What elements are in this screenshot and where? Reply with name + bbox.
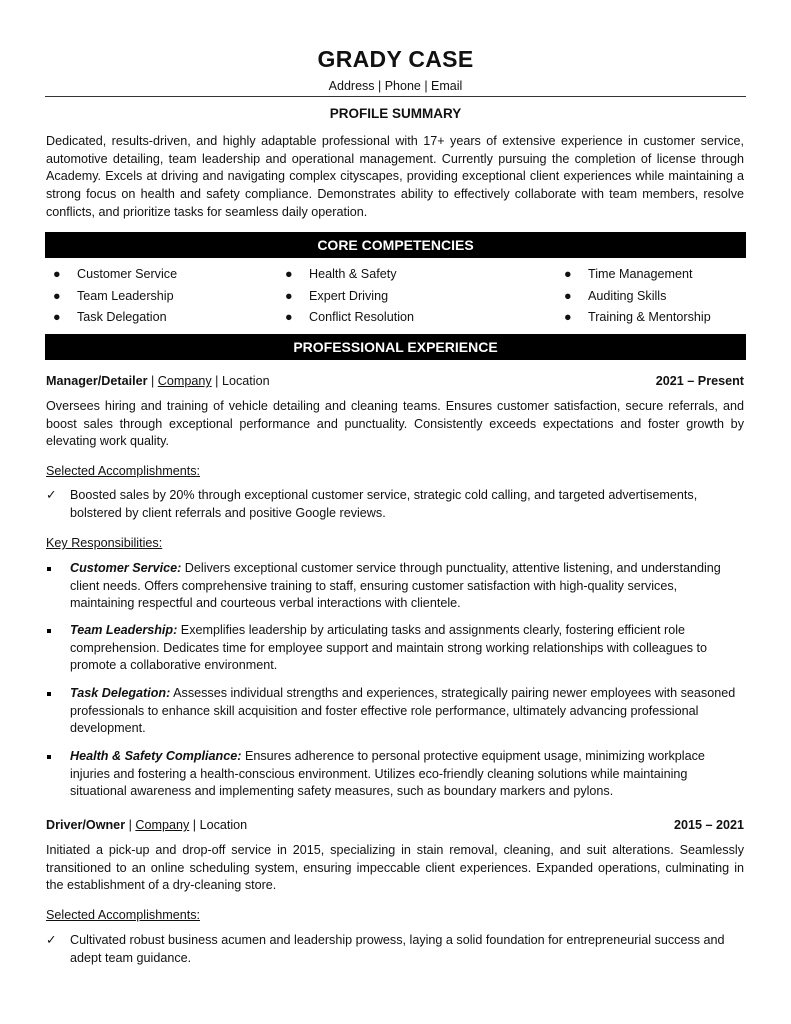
bullet-icon: ● (564, 310, 572, 324)
square-bullet-icon (47, 629, 51, 633)
competency-item: ● Team Leadership (53, 288, 174, 303)
competency-item: ● Customer Service (53, 267, 178, 281)
company-name: Company (135, 818, 190, 832)
competency-item: ● Expert Driving (285, 288, 389, 303)
competency-item: ● Conflict Resolution (285, 310, 414, 324)
bullet-icon: ● (564, 267, 572, 281)
competencies-column-2 (285, 265, 414, 330)
bullet-icon: ● (53, 267, 61, 281)
responsibility-item: Customer Service: Delivers exceptional customer service through punctuality, attentive listening, and understanding client needs. Offers comprehensive training to staff, ensuring customer satisfaction with high-quality services, maintaining respectful and courteous verbal interactions with clientele. (46, 560, 744, 613)
professional-experience-heading: PROFESSIONAL EXPERIENCE (45, 334, 746, 360)
contact-line: Address | Phone | Email (328, 79, 463, 93)
job-location: Location (199, 818, 248, 832)
bullet-icon: ● (564, 288, 572, 303)
square-bullet-icon (47, 567, 51, 571)
job-summary: Initiated a pick-up and drop-off service in 2015, specializing in stain removal, cleaning, and suit alterations. Seamlessly transitioned to an online scheduling system, ensuring impeccable client experiences. Expanded operations, culminating in the establishment of a dry-cleaning store. (46, 843, 744, 893)
core-competencies-heading: CORE COMPETENCIES (45, 232, 746, 258)
accomplishments-label: Selected Accomplishments: (46, 908, 200, 922)
bullet-icon: ● (285, 267, 293, 281)
bullet-icon: ● (285, 288, 293, 303)
bullet-icon: ● (53, 310, 61, 324)
accomplishments-label: Selected Accomplishments: (46, 464, 200, 478)
competency-item: ● Task Delegation (53, 310, 167, 324)
job-title: Manager/Detailer (46, 374, 148, 388)
responsibilities-label: Key Responsibilities: (46, 536, 163, 550)
company-name: Company (157, 374, 212, 388)
checkmark-icon: ✓ (46, 933, 57, 947)
job-dates: 2015 – 2021 (673, 818, 744, 832)
checkmark-icon: ✓ (46, 488, 57, 502)
competency-item: ● Time Management (564, 267, 693, 281)
responsibility-item: Task Delegation: Assesses individual strengths and experiences, strategically pairing newer employees with seasoned professionals to enhance skill acquisition and foster effective role performance, ultimately advancing professional development. (46, 685, 744, 738)
competency-item: ● Training & Mentorship (564, 310, 711, 324)
job-dates: 2021 – Present (655, 374, 744, 388)
bullet-icon: ● (53, 288, 61, 303)
square-bullet-icon (47, 755, 51, 759)
square-bullet-icon (47, 692, 51, 696)
responsibility-item: Health & Safety Compliance: Ensures adherence to personal protective equipment usage, minimizing workplace injuries and fostering a health-conscious environment. Utilizes eco-friendly cleaning solutions while maintaining situational awareness and implementing safety measures, such as boundary markers and pylons. (46, 748, 744, 801)
competencies-column-1 (53, 265, 177, 330)
responsibility-item: Team Leadership: Exemplifies leadership by articulating tasks and assignments clearly, fostering efficient role comprehension. Dedicates time for employee support and maintain strong working relationships with colleagues to promote a collaborative environment. (46, 622, 744, 675)
job-header: Driver/Owner | Company | Location 2015 – 2021 (46, 818, 744, 832)
accomplishment-item: ✓ Boosted sales by 20% through exceptional customer service, strategic cold calling, and targeted advertisements, bolstered by client referrals and positive Google reviews. (46, 488, 698, 520)
profile-summary-text: Dedicated, results-driven, and highly adaptable professional with 17+ years of extensive experience in customer service, automotive detailing, team leadership and operational management. Currently pursuing the completion of license through Academy. Excels at driving and navigating complex cityscapes, providing exceptional client experiences while maintaining a strong focus on health and safety compliance. Demonstrates ability to effectively collaborate with team members, resolve conflicts, and prioritize tasks for seamless daily operation. (46, 134, 744, 219)
job-title: Driver/Owner (46, 818, 126, 832)
job-header: Manager/Detailer | Company | Location 2021 – Present (46, 374, 744, 388)
job-location: Location (221, 374, 270, 388)
competency-item: ● Auditing Skills (564, 288, 667, 303)
candidate-name: GRADY CASE (317, 46, 474, 72)
job-summary: Oversees hiring and training of vehicle detailing and cleaning teams. Ensures customer satisfaction, secure referrals, and boost sales through exceptional performance and punctuality. Consistently exceeds expectations and foster growth by elevating work quality. (46, 399, 744, 449)
profile-summary-heading: PROFILE SUMMARY (329, 106, 462, 121)
header-divider (45, 96, 746, 97)
bullet-icon: ● (285, 310, 293, 324)
competencies-column-3 (564, 265, 711, 330)
competency-item: ● Health & Safety (285, 267, 397, 281)
accomplishment-item: ✓ Cultivated robust business acumen and leadership prowess, laying a solid foundation for entrepreneurial success and adept team guidance. (46, 933, 725, 965)
